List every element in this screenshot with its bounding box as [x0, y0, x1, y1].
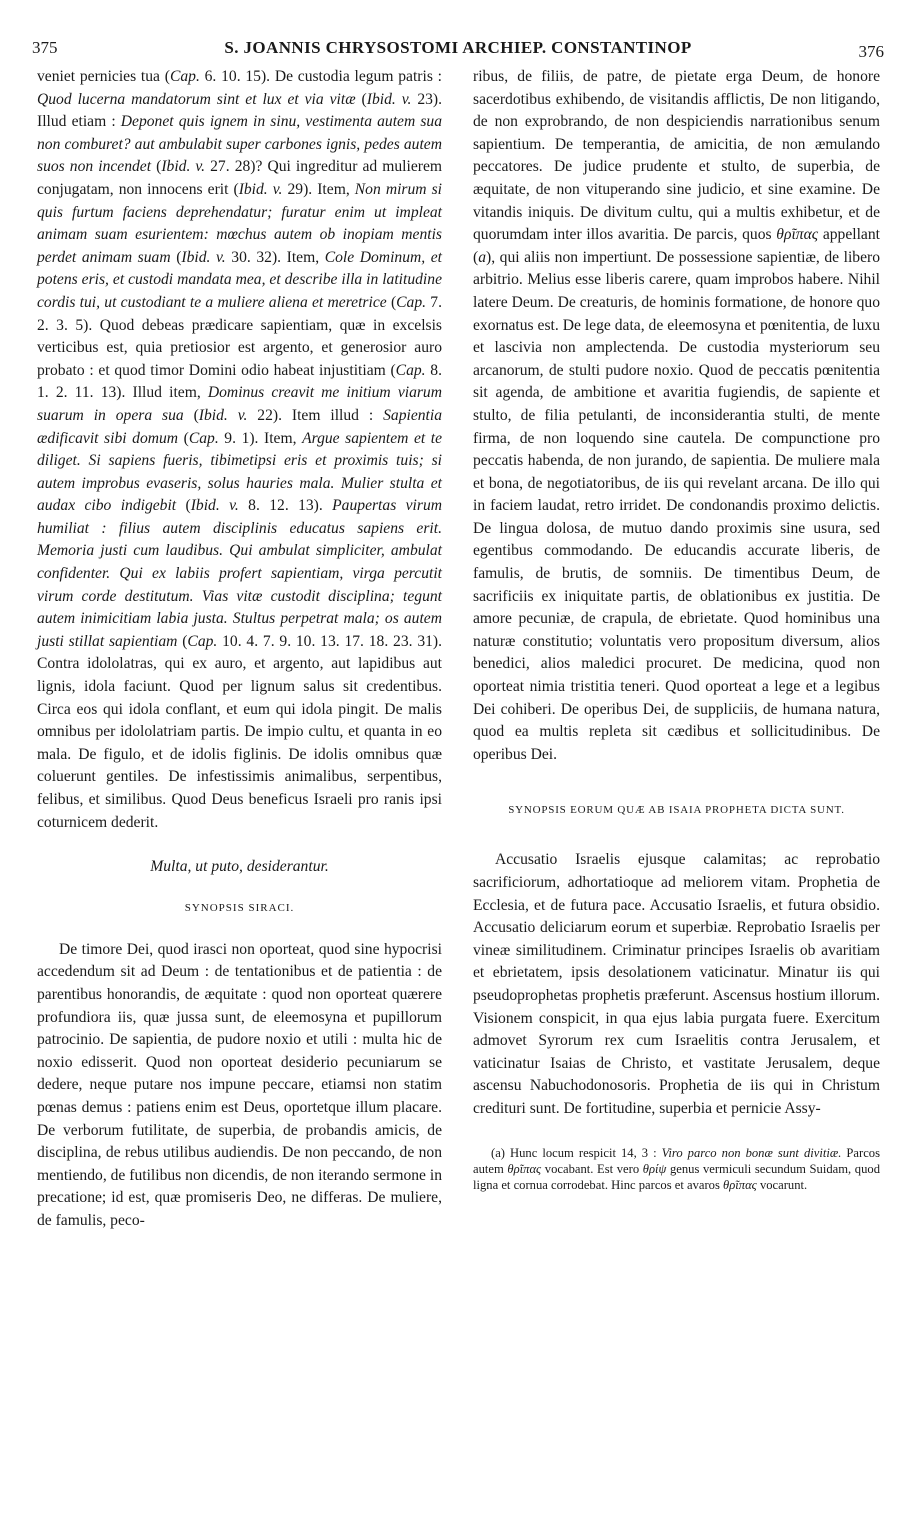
- siraci-synopsis-continued: ribus, de filiis, de patre, de pietate erga Deum, de honore sacerdotibus exhibendo, de visitandis afflictis, De non litigando, de non exprobrando, de non despiciendis narrationibus senum sapientium. De temperantia, de amicitia, de non æmulando peccatores. De judice prudente et stulto, de superbia, de æquitate, de non vituperando sine judicio, et sine examine. De vitandis iniquis. De divitum cultu, qui a multis exhibetur, et de quorumdam inter illos avaritia. De parcis, quos θρῖπας appellant (a), qui aliis non impertiunt. De possessione sapientiæ, de libero arbitrio. Melius esse liberis carere, quam improbos habere. Nihil latere Deum. De creaturis, de hominis formatione, de honore quo exornatus est. De lege data, de eleemosyna et pœnitentia, de luxu et lascivia non amplectenda. De custodia mysteriorum seu arcanorum, de stulti pudore noxio. Quod de peccatis pœnitentia sit agenda, de ambitione et avaritia fugiendis, de sapiente et stulto, de filia petulanti, de inconsiderantia stulti, de mente firma, de non loquendo sine cautela. De compunctione pro peccatis habenda, de non jurando, de sapientia. De muliere mala et bona, de negotiatoribus, de iis qui revelant arcana. De illo qui in faciem laudat, retro irridet. De condonandis proximo delictis. De lingua dolosa, de mutuo dando proximis sine usura, sed egentibus commodando. De educandis accurate liberis, de famulis, de brutis, de somniis. De timentibus Deum, de sacrificiis ex iniquitate partis, de oblationibus ex justitia. De amore pecuniæ, de crapula, de ebrietate. Quod hominibus una naturæ constitutio; voluntatis vero propositum diversum, alios benedici, alios maledici procuret. De medicina, quod non oporteat nimia tristitia teneri. Quod oporteat a lege et a legibus Dei cohiberi. De operibus Dei, de suppliciis, de humana natura, quod ea multis repleta sit cædibus et sollicitudinibus. De operibus Dei.: [473, 68, 880, 763]
- isaia-synopsis-text: Accusatio Israelis ejusque calamitas; ac reprobatio sacrificiorum, adhortatioque ad meliorem vitam. Prophetia de Ecclesia, et de futura pace. Accusatio Israelis, et futura obsidio. Accusatio deliciarum eorum et superbiæ. Reprobatio Israelis per vineæ similitudinem. Criminatur principes Israelis ob avaritiam et ebrietatem, ipsis desolationem vaticinatur. Minatur iis qui pseudoprophetas prophetis præferunt. Ascensus hostium illorum. Visionem conspicit, in qua ejus labia purgata fuere. Exercitum admovet Syrorum rex cum Israelitis contra Jerusalem, et vaticinatur Isaias de Christo, et vastitate Jerusalem, deque ascensu Nabuchodonosoris. Prophetia de iis qui in Christum credituri sunt. De fortitudine, superbia et pernicie Assy-: [473, 851, 880, 1117]
- running-header: [32, 38, 884, 64]
- synopsis-siraci-title: SYNOPSIS SIRACI.: [184, 901, 295, 914]
- siraci-synopsis-text: De timore Dei, quod irasci non oporteat, quod sine hypocrisi accedendum sit ad Deum : de tentationibus et de patientia : de parentibus honorandis, de æquitate : quod non oporteat quærere profundiora iis, quæ jussa sunt, de eleemosyna et pupillorum patrocinio. De sapientia, de pudore noxio et utili : multa hic de noxio edisserit. Quod non oporteat desiderio pecuniarum se dedere, neque putare nos impune peccare, etiamsi non statim pœnas demus : patiens enim est Deus, oportetque illum placare. De verborum futilitate, de superbia, de probandis amicis, de disciplina, de rebus utilibus audiendis. De non peccando, de non mentiendo, de futilibus non dicendis, de non iterando sermone in precatione; id est, quæ promiseris Deo, ne differas. De muliere, de famulis, peco-: [37, 940, 442, 1229]
- synopsis-isaia-title: SYNOPSIS EORUM QUÆ AB ISAIA PROPHETA DICTA SUNT.: [508, 804, 845, 817]
- left-column: [37, 66, 442, 1233]
- closing-remark: Multa, ut puto, desiderantur.: [150, 858, 329, 876]
- running-title: S. JOANNIS CHRYSOSTOMI ARCHIEP. CONSTANTINOP: [224, 38, 692, 57]
- footnote-reference: a: [478, 248, 486, 266]
- footnote: (a) Hunc locum respicit 14, 3 : Viro parco non bonæ sunt divitiæ. Parcos autem θρῖπας vocabant. Est vero θρίψ genus vermiculi secundum Suidam, quod ligna et cornua corrodebat. Hinc parcos et avaros θρῖπας vocarunt.: [473, 1145, 881, 1192]
- right-column: [473, 66, 880, 1193]
- right-page-number: 376: [858, 42, 884, 61]
- proverbs-synopsis-text: veniet pernicies tua (Cap. 6. 10. 15). De custodia legum patris : Quod lucerna mandatorum sint et lux et via vitæ (Ibid. v. 23). Illud etiam : Deponet quis ignem in sinu, vestimenta autem sua non comburet? aut ambulabit super carbones ignis, pedes autem suos non incendet (Ibid. v. 27. 28)? Qui ingreditur ad mulierem conjugatam, non innocens erit (Ibid. v. 29). Item, Non mirum si quis furtum faciens deprehendatur; furatur enim ut impleat animam suam esurientem: mœchus autem ob inopiam mentis perdet animam suam (Ibid. v. 30. 32). Item, Cole Dominum, et potens eris, et custodi mandata mea, et describe illa in latitudine cordis tui, ut custodiant te a muliere aliena et meretrice (Cap. 7. 2. 3. 5). Quod debeas prædicare sapientiam, quæ in excelsis verticibus est, quia pretiosior est argento, et generosior auro probato : et quod timor Domini odio habeat injustitiam (Cap. 8. 1. 2. 11. 13). Illud item, Dominus creavit me initium viarum suarum in opera sua (Ibid. v. 22). Item illud : Sapientia ædificavit sibi domum (Cap. 9. 1). Item, Argue sapientem et te diliget. Si sapiens fueris, tibimetipsi eris et proximis tuis; si autem improbus evaseris, solus hauries mala. Mulier stulta et audax cibo indigebit (Ibid. v. 8. 12. 13). Paupertas virum humiliat : filius autem disciplinis educatus sapiens erit. Memoria justi cum laudibus. Qui ambulat simpliciter, ambulat confidenter. Qui ex labiis profert sapientiam, virga percutit virum corde destitutum. Vias vitæ custodit disciplina; tegunt autem inimicitiam labia justa. Stultus perpetrat mala; os autem justi stillat sapientiam (Cap. 10. 4. 7. 9. 10. 13. 17. 18. 23. 31). Contra idololatras, qui ex auro, et argento, aut lapidibus aut lignis, idola faciunt. Quod per lignum salus sit credentibus. Circa eos qui idola conflant, et eum qui idola pingit. De malis omnibus per idololatriam partis. De impio cultu, et quanta in eo mala. De figulo, et de idolis figlinis. De idolis omnibus quæ coluerunt gentiles. De infestissimis animalibus, serpentibus, felibus, et similibus. Quod Deus beneficus Israeli pro ranis ipsi coturnicem dederit.: [37, 68, 443, 831]
- left-page-number: 375: [32, 38, 58, 57]
